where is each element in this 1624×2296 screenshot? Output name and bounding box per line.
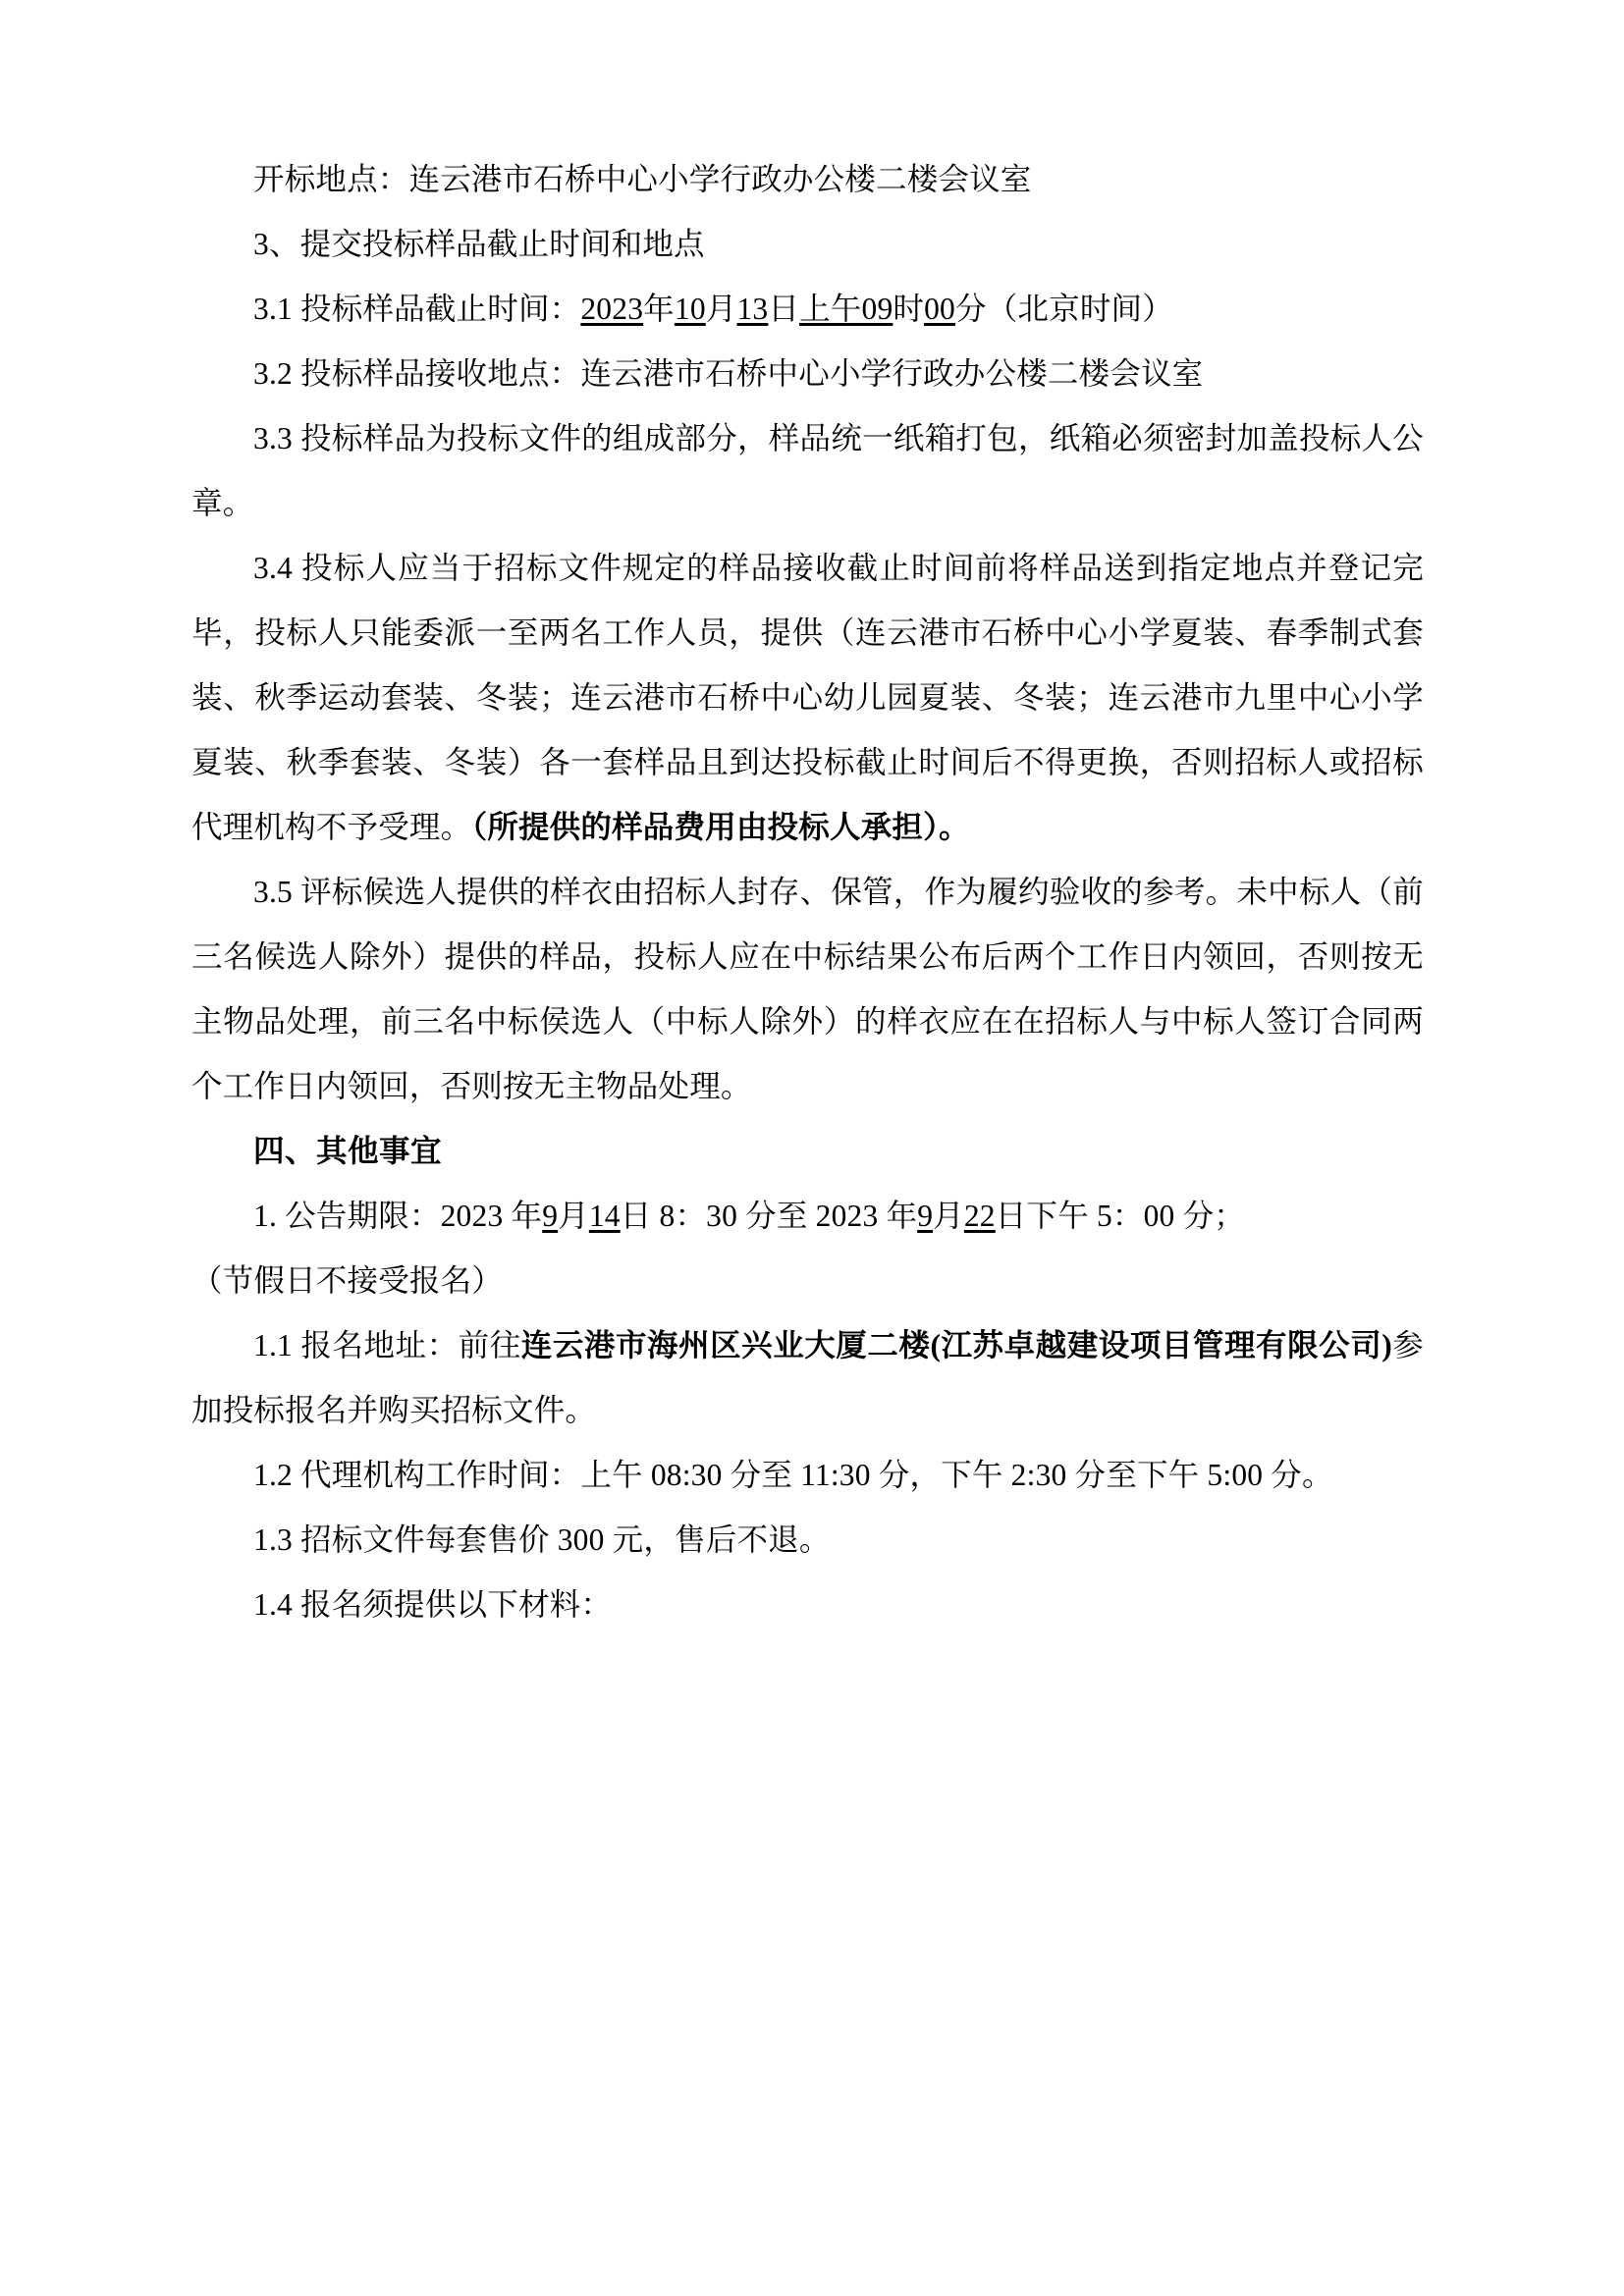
clause-4-1-lead: 1. 公告期限：2023 年 [253, 1199, 543, 1233]
announcement-end-month: 9 [917, 1199, 934, 1233]
registration-address-value: 连云港市海州区兴业大厦二楼(江苏卓越建设项目管理有限公司) [520, 1328, 1392, 1362]
label-month: 月 [705, 292, 737, 326]
paragraph-clause-3-3: 3.3 投标样品为投标文件的组成部分，样品统一纸箱打包，纸箱必须密封加盖投标人公章。 [191, 421, 1424, 520]
bid-sample-deadline-day: 13 [736, 292, 769, 326]
clause-4-1-tail: 日下午 5：00 分； [995, 1199, 1245, 1233]
bid-sample-deadline-year: 2023 [580, 292, 644, 326]
paragraph-clause-3-4 [191, 536, 1424, 860]
paragraph-clause-4-1-4: 1.4 报名须提供以下材料： [253, 1587, 613, 1622]
paragraph-clause-4-1-2: 1.2 代理机构工作时间：上午 08:30 分至 11:30 分，下午 2:30 分至下午 5:00 分。 [253, 1458, 1333, 1492]
document-body [191, 147, 1424, 1637]
bid-sample-deadline-minute: 00 [924, 292, 956, 326]
paragraph-clause-3-5: 3.5 评标候选人提供的样衣由招标人封存、保管，作为履约验收的参考。未中标人（前三名候选人除外）提供的样品，投标人应在中标结果公布后两个工作日内领回，否则按无主物品处理，前三名中标侯选人（中标人除外）的样衣应在在招标人与中标人签订合同两个工作日内领回，否则按无主物品处理。 [191, 875, 1424, 1103]
clause-3-1-tail: （北京时间） [986, 292, 1173, 326]
paragraph-clause-4-1 [191, 1184, 1424, 1249]
label-month-end: 月 [933, 1199, 964, 1233]
paragraph-clause-3-2: 3.2 投标样品接收地点：连云港市石桥中心小学行政办公楼二楼会议室 [253, 356, 1204, 391]
announcement-end-day: 22 [963, 1199, 996, 1233]
bid-sample-deadline-ampm: 上午 [799, 292, 862, 326]
paragraph-clause-3-1 [191, 277, 1424, 342]
label-minute: 分 [955, 292, 987, 326]
paragraph-open-bid-location: 开标地点：连云港市石桥中心小学行政办公楼二楼会议室 [253, 162, 1032, 196]
paragraph-clause-4-1-1 [191, 1313, 1424, 1443]
paragraph-clause-4-1-3: 1.3 招标文件每套售价 300 元，售后不退。 [253, 1522, 831, 1557]
announcement-start-month: 9 [542, 1199, 559, 1233]
label-day: 日 [768, 292, 800, 326]
paragraph-holiday-note: （节假日不接受报名） [191, 1263, 504, 1298]
clause-3-1-lead: 3.1 投标样品截止时间： [253, 292, 581, 326]
heading-section-4: 四、其他事宜 [253, 1134, 443, 1168]
bid-sample-deadline-hour: 09 [861, 292, 893, 326]
label-month-start: 月 [558, 1199, 589, 1233]
clause-3-4-bold-text: （所提供的样品费用由投标人承担）。 [471, 810, 970, 844]
bid-sample-deadline-month: 10 [674, 292, 706, 326]
announcement-start-day: 14 [588, 1199, 621, 1233]
label-hour: 时 [893, 292, 925, 326]
paragraph-section-3-title: 3、提交投标样品截止时间和地点 [253, 227, 705, 261]
clause-3-4-normal-text: 3.4 投标人应当于招标文件规定的样品接收截止时间前将样品送到指定地点并登记完毕，投标人只能委派一至两名工作人员，提供（连云港市石桥中心小学夏装、春季制式套装、秋季运动套装、冬装；连云港市石桥中心幼儿园夏装、冬装；连云港市九里中心小学夏装、秋季套装、冬装）各一套样品且到达投标截止时间后不得更换，否则招标人或招标代理机构不予受理。 [191, 551, 1424, 844]
registration-address-lead: 1.1 报名地址：前往 [253, 1328, 521, 1362]
registration-address-tail: 参加投标报名并购买招标文件。 [191, 1328, 1424, 1427]
label-year: 年 [643, 292, 675, 326]
announcement-mid-text: 日 8：30 分至 2023 年 [620, 1199, 918, 1233]
